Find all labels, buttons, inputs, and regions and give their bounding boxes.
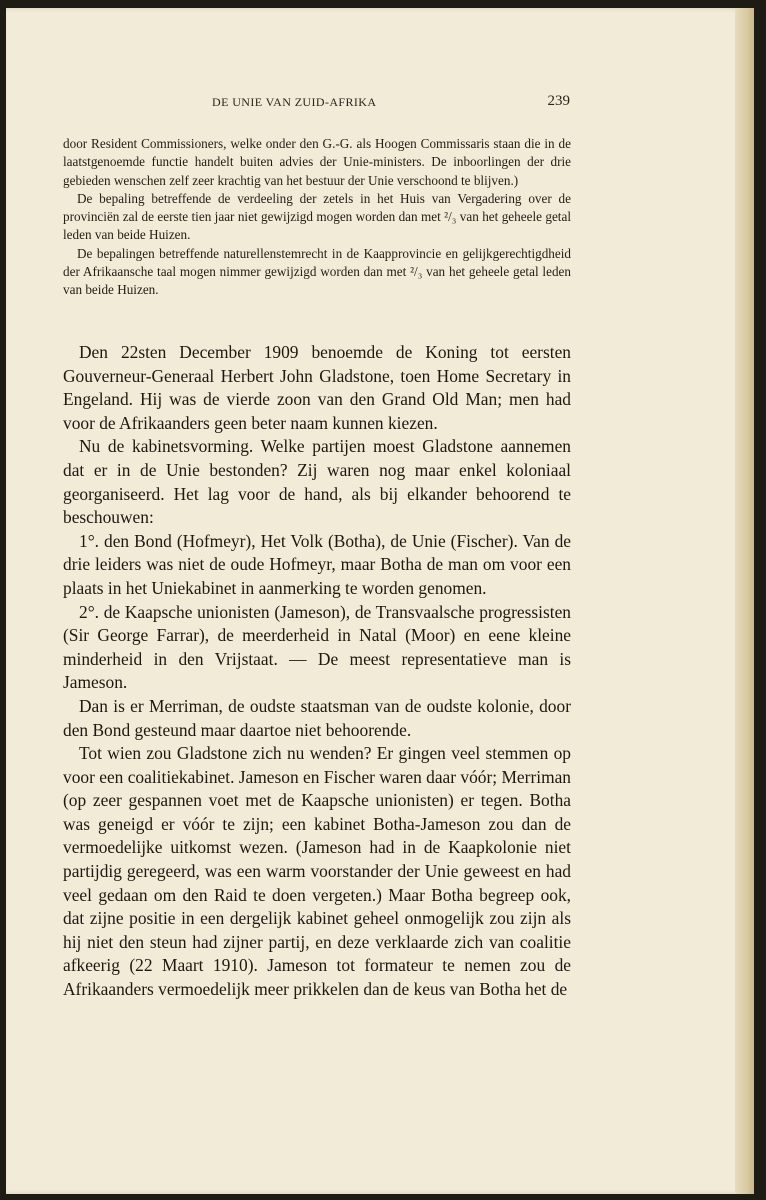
body-text [63,341,571,1002]
body-paragraph: 1°. den Bond (Hofmeyr), Het Volk (Botha), de Unie (Fischer). Van de drie leiders was niet de oude Hofmeyr, maar Botha de man om voor een plaats in het Uniekabinet in aanmerking te worden genomen. [63,530,571,598]
body-paragraph: Tot wien zou Gladstone zich nu wenden? Er gingen veel stemmen op voor een coalitiekabinet. Jameson en Fischer waren daar vóór; Merriman (op zeer gespannen voet met de Kaapsche unionisten) er tegen. Botha was geneigd er vóór te zijn; een kabinet Botha-Jameson zou dan de vermoedelijke uitkomst wezen. (Jameson had in de Kaapkolonie niet partijdig geregeerd, was een warm voorstander der Unie geweest en had veel gedaan om den Raid te doen vergeten.) Maar Botha begreep ook, dat zijne positie in een dergelijk kabinet geheel onmogelijk zou zijn als hij niet den steun had zijner partij, en deze verklaarde zich van coalitie afkeerig (22 Maart 1910). Jameson tot formateur te nemen zou de Afrikaanders vermoedelijk meer prikkelen dan de keus van Botha het de [63,743,572,1000]
footnote-block [63,135,571,300]
running-title: DE UNIE VAN ZUID-AFRIKA [212,95,377,109]
body-paragraph: Dan is er Merriman, de oudste staatsman van de oudste kolonie, door den Bond gesteund maar daartoe niet behoorende. [63,695,571,740]
note-paragraph: De bepalingen betreffende naturellenstemrecht in de Kaapprovincie en gelijkgerechtigdheid der Afrikaansche taal mogen nimmer gewijzigd worden dan met ²/₃ van het geheele getal leden van beide Huizen. [63,245,571,298]
page-number: 239 [547,93,570,109]
body-paragraph: Nu de kabinetsvorming. Welke partijen moest Gladstone aannemen dat er in de Unie bestonden? Zij waren nog maar enkel koloniaal georganiseerd. Het lag voor de hand, als bij elkander behoorend te beschouwen: [63,436,571,528]
note-paragraph: door Resident Commissioners, welke onder den G.-G. als Hoogen Commissaris staan die in de laatstgenoemde functie handelt buiten advies der Unie-ministers. De inboorlingen der drie gebieden wenschen zelf zeer krachtig van het bestuur der Unie verschoond te blijven.) [63,136,571,188]
note-paragraph: De bepaling betreffende de verdeeling der zetels in het Huis van Vergadering over de provinciën zal de eerste tien jaar niet gewijzigd mogen worden dan met ²/₃ van het geheele getal leden van beide Huizen. [63,190,571,243]
page-edge [735,8,754,1194]
body-paragraph: 2°. de Kaapsche unionisten (Jameson), de Transvaalsche progressisten (Sir George Farrar), de meerderheid in Natal (Moor) en eene kleine minderheid in den Vrijstaat. — De meest representatieve man is Jameson. [63,601,571,693]
page-header [60,93,570,113]
body-paragraph: Den 22sten December 1909 benoemde de Koning tot eersten Gouverneur-Generaal Herbert John Gladstone, toen Home Secretary in Engeland. Hij was de vierde zoon van den Grand Old Man; men had voor de Afrikaanders geen beter naam kunnen kiezen. [63,342,571,433]
